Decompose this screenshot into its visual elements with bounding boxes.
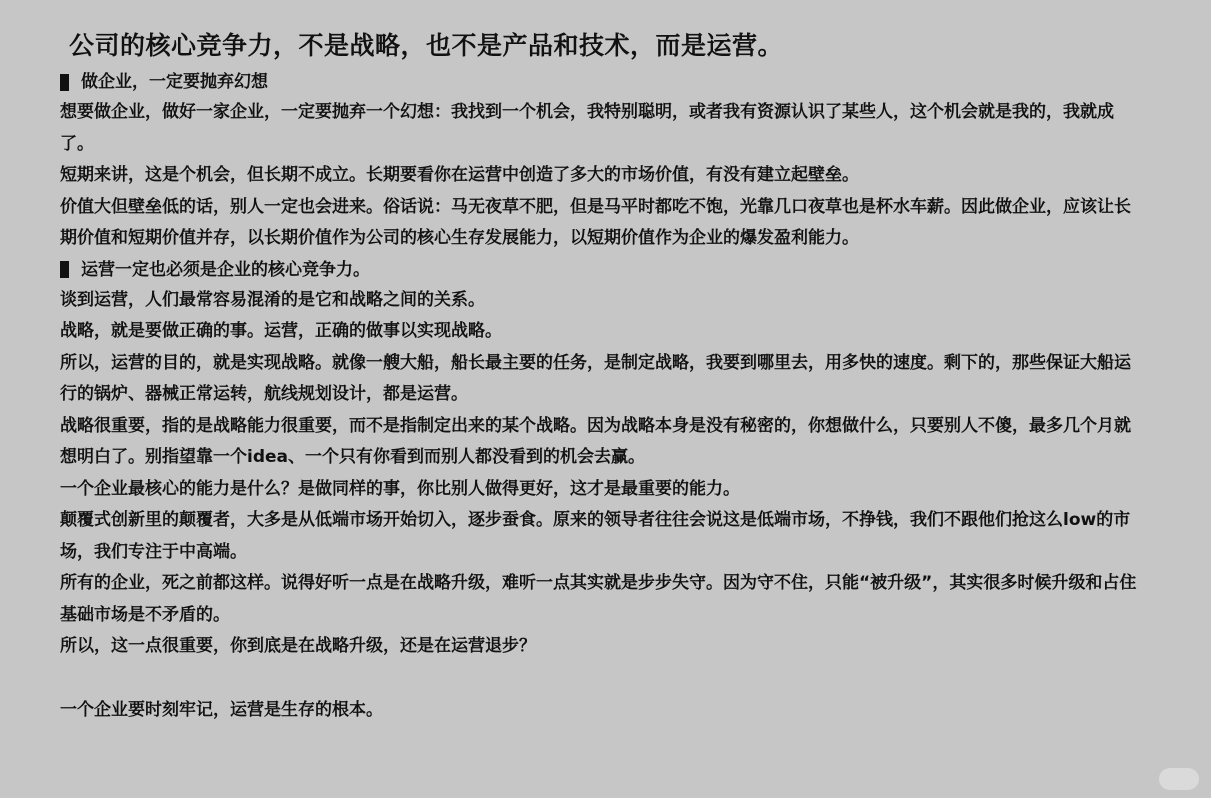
paragraph: 所以，这一点很重要，你到底是在战略升级，还是在运营退步？ bbox=[60, 636, 536, 656]
blank-line bbox=[60, 663, 1140, 695]
closing-line: 一个企业要时刻牢记，运营是生存的根本。 bbox=[60, 699, 383, 720]
paragraph: 想要做企业，做好一家企业，一定要抛弃一个幻想：我找到一个机会，我特别聪明，或者我有资源认识了某些人，这个机会就是我的，我就成了。 bbox=[60, 102, 1114, 154]
section-heading-2 bbox=[60, 255, 1140, 285]
paragraph: 一个企业最核心的能力是什么？是做同样的事，你比别人做得更好，这才是最重要的能力。 bbox=[60, 478, 740, 499]
paragraph: 谈到运营，人们最常容易混淆的是它和战略之间的关系。 bbox=[60, 289, 485, 310]
paragraph: 所以，运营的目的，就是实现战略。就像一艘大船，船长最主要的任务，是制定战略，我要到哪里去，用多快的速度。剩下的，那些保证大船运行的锅炉、器械正常运转，航线规划设计，都是运营。 bbox=[60, 352, 1131, 404]
section-heading-1 bbox=[60, 67, 1140, 97]
paragraph: 短期来讲，这是个机会，但长期不成立。长期要看你在运营中创造了多大的市场价值，有没有建立起壁垒。 bbox=[60, 165, 859, 185]
paragraph: 价值大但壁垒低的话，别人一定也会进来。俗话说：马无夜草不肥，但是马平时都吃不饱，光靠几口夜草也是杯水车薪。因此做企业，应该让长期价值和短期价值并存，以长期价值作为公司的核心生存发展能力，以短期价值作为企业的爆发盈利能力。 bbox=[60, 196, 1131, 248]
section-heading-text: 做企业，一定要抛弃幻想 bbox=[81, 72, 268, 92]
heading-marker-icon bbox=[60, 261, 69, 278]
section-heading-text: 运营一定也必须是企业的核心竞争力。 bbox=[81, 259, 370, 280]
paragraph: 战略很重要，指的是战略能力很重要，而不是指制定出来的某个战略。因为战略本身是没有秘密的，你想做什么，只要别人不傻，最多几个月就想明白了。别指望靠一个idea、一个只有你看到而别人都没看到的机会去赢。 bbox=[60, 415, 1131, 467]
heading-marker-icon bbox=[60, 74, 69, 91]
paragraph: 颠覆式创新里的颠覆者，大多是从低端市场开始切入，逐步蚕食。原来的领导者往往会说这是低端市场，不挣钱，我们不跟他们抢这么low的市场，我们专注于中高端。 bbox=[60, 510, 1131, 562]
watermark-badge bbox=[1159, 768, 1199, 790]
paragraph: 所有的企业，死之前都这样。说得好听一点是在战略升级，难听一点其实就是步步失守。因为守不住，只能“被升级”，其实很多时候升级和占住基础市场是不矛盾的。 bbox=[60, 573, 1137, 625]
article bbox=[60, 25, 1140, 726]
article-title: 公司的核心竞争力，不是战略，也不是产品和技术，而是运营。 bbox=[69, 31, 784, 60]
paragraph: 战略，就是要做正确的事。运营，正确的做事以实现战略。 bbox=[60, 321, 502, 341]
